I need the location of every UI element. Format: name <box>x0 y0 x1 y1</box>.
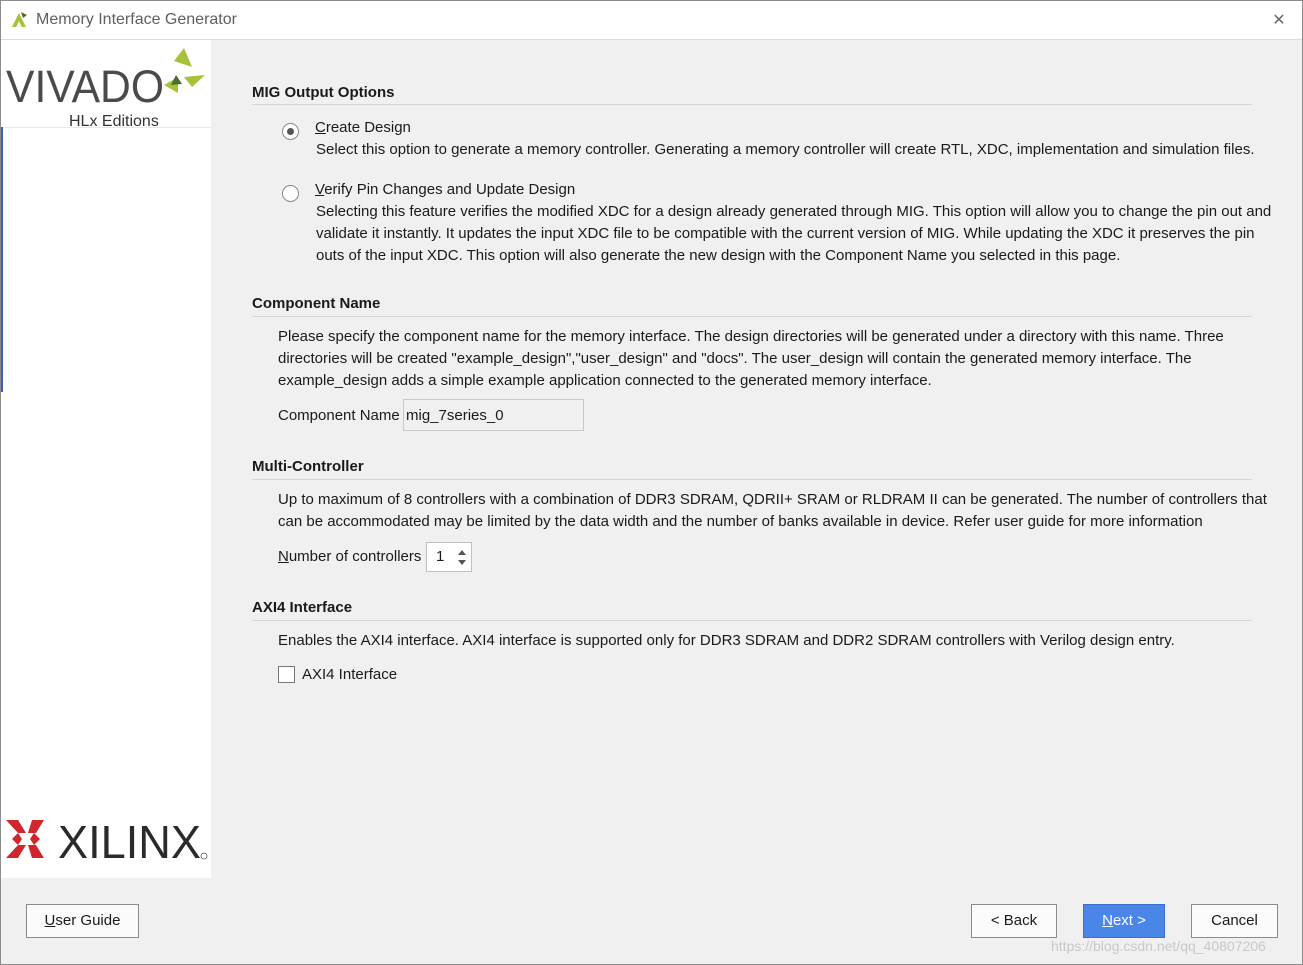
verify-pin-description-3: outs of the input XDC. This option will also generate the new design with the Component Name you selected in this page. <box>316 247 1121 264</box>
verify-pin-description-2: validate it instantly. It updates the input XDC file to be compatible with the current version of MIG. While updating the XDC it preserves the pin <box>316 225 1255 242</box>
create-design-radio[interactable] <box>282 123 299 140</box>
section-divider <box>252 316 1252 317</box>
section-divider <box>252 479 1252 480</box>
section-divider <box>252 104 1252 105</box>
svg-text:VIVADO: VIVADO <box>6 61 164 112</box>
svg-text:HLx Editions: HLx Editions <box>69 113 159 130</box>
axi4-interface-checkbox[interactable] <box>278 666 295 683</box>
section-title-component: Component Name <box>252 295 381 312</box>
create-design-description: Select this option to generate a memory controller. Generating a memory controller will create RTL, XDC, implementation and simulation files. <box>316 141 1255 158</box>
controllers-count-stepper[interactable] <box>426 542 472 572</box>
component-name-input[interactable] <box>403 399 584 431</box>
verify-pin-radio[interactable] <box>282 185 299 202</box>
axi4-interface-label[interactable]: AXI4 Interface <box>302 666 398 683</box>
section-divider <box>252 620 1252 621</box>
logo-divider <box>1 127 211 128</box>
xilinx-logo <box>6 815 211 865</box>
increment-icon[interactable] <box>458 550 466 555</box>
vivado-app-icon <box>10 9 30 29</box>
section-title-output: MIG Output Options <box>252 84 395 101</box>
multi-description-2: can be accommodated may be limited by the data width and the number of banks available in device. Refer user guide for more information <box>278 513 1203 530</box>
close-icon[interactable] <box>1268 7 1290 29</box>
cancel-button[interactable]: Cancel <box>1191 904 1278 938</box>
section-title-multi: Multi-Controller <box>252 458 364 475</box>
create-design-label[interactable]: Create Design <box>315 119 411 136</box>
decrement-icon[interactable] <box>458 560 466 565</box>
axi-description: Enables the AXI4 interface. AXI4 interface is supported only for DDR3 SDRAM and DDR2 SDRAM controllers with Verilog design entry. <box>278 632 1175 649</box>
component-description-3: example_design adds a simple example application connected to the generated memory interface. <box>278 372 932 389</box>
sidebar-edge <box>1 127 3 392</box>
sidebar <box>1 40 211 878</box>
component-description-2: directories will be created "example_design","user_design" and "docs". The user_design will contain the generated memory interface. The <box>278 350 1192 367</box>
component-description-1: Please specify the component name for the memory interface. The design directories will be generated under a directory with this name. Three <box>278 328 1224 345</box>
next-button[interactable]: Next > <box>1083 904 1165 938</box>
verify-pin-description-1: Selecting this feature verifies the modified XDC for a design already generated through MIG. This option will allow you to change the pin out and <box>316 203 1272 220</box>
back-button[interactable]: < Back <box>971 904 1057 938</box>
controllers-count-label: Number of controllers <box>278 548 422 565</box>
controllers-count-value[interactable]: 1 <box>436 548 445 565</box>
watermark: https://blog.csdn.net/qq_40807206 <box>1051 938 1266 954</box>
component-name-label: Component Name <box>278 407 400 424</box>
section-title-axi: AXI4 Interface <box>252 599 353 616</box>
verify-pin-label[interactable]: Verify Pin Changes and Update Design <box>315 181 576 198</box>
user-guide-button[interactable]: User Guide <box>26 904 139 938</box>
main-content <box>212 40 1302 878</box>
svg-text:XILINX: XILINX <box>58 816 201 865</box>
title-bar <box>1 1 1302 40</box>
multi-description-1: Up to maximum of 8 controllers with a combination of DDR3 SDRAM, QDRII+ SRAM or RLDRAM II can be generated. The number of controllers that <box>278 491 1267 508</box>
vivado-logo <box>6 47 211 137</box>
window-title: Memory Interface Generator <box>36 11 237 28</box>
